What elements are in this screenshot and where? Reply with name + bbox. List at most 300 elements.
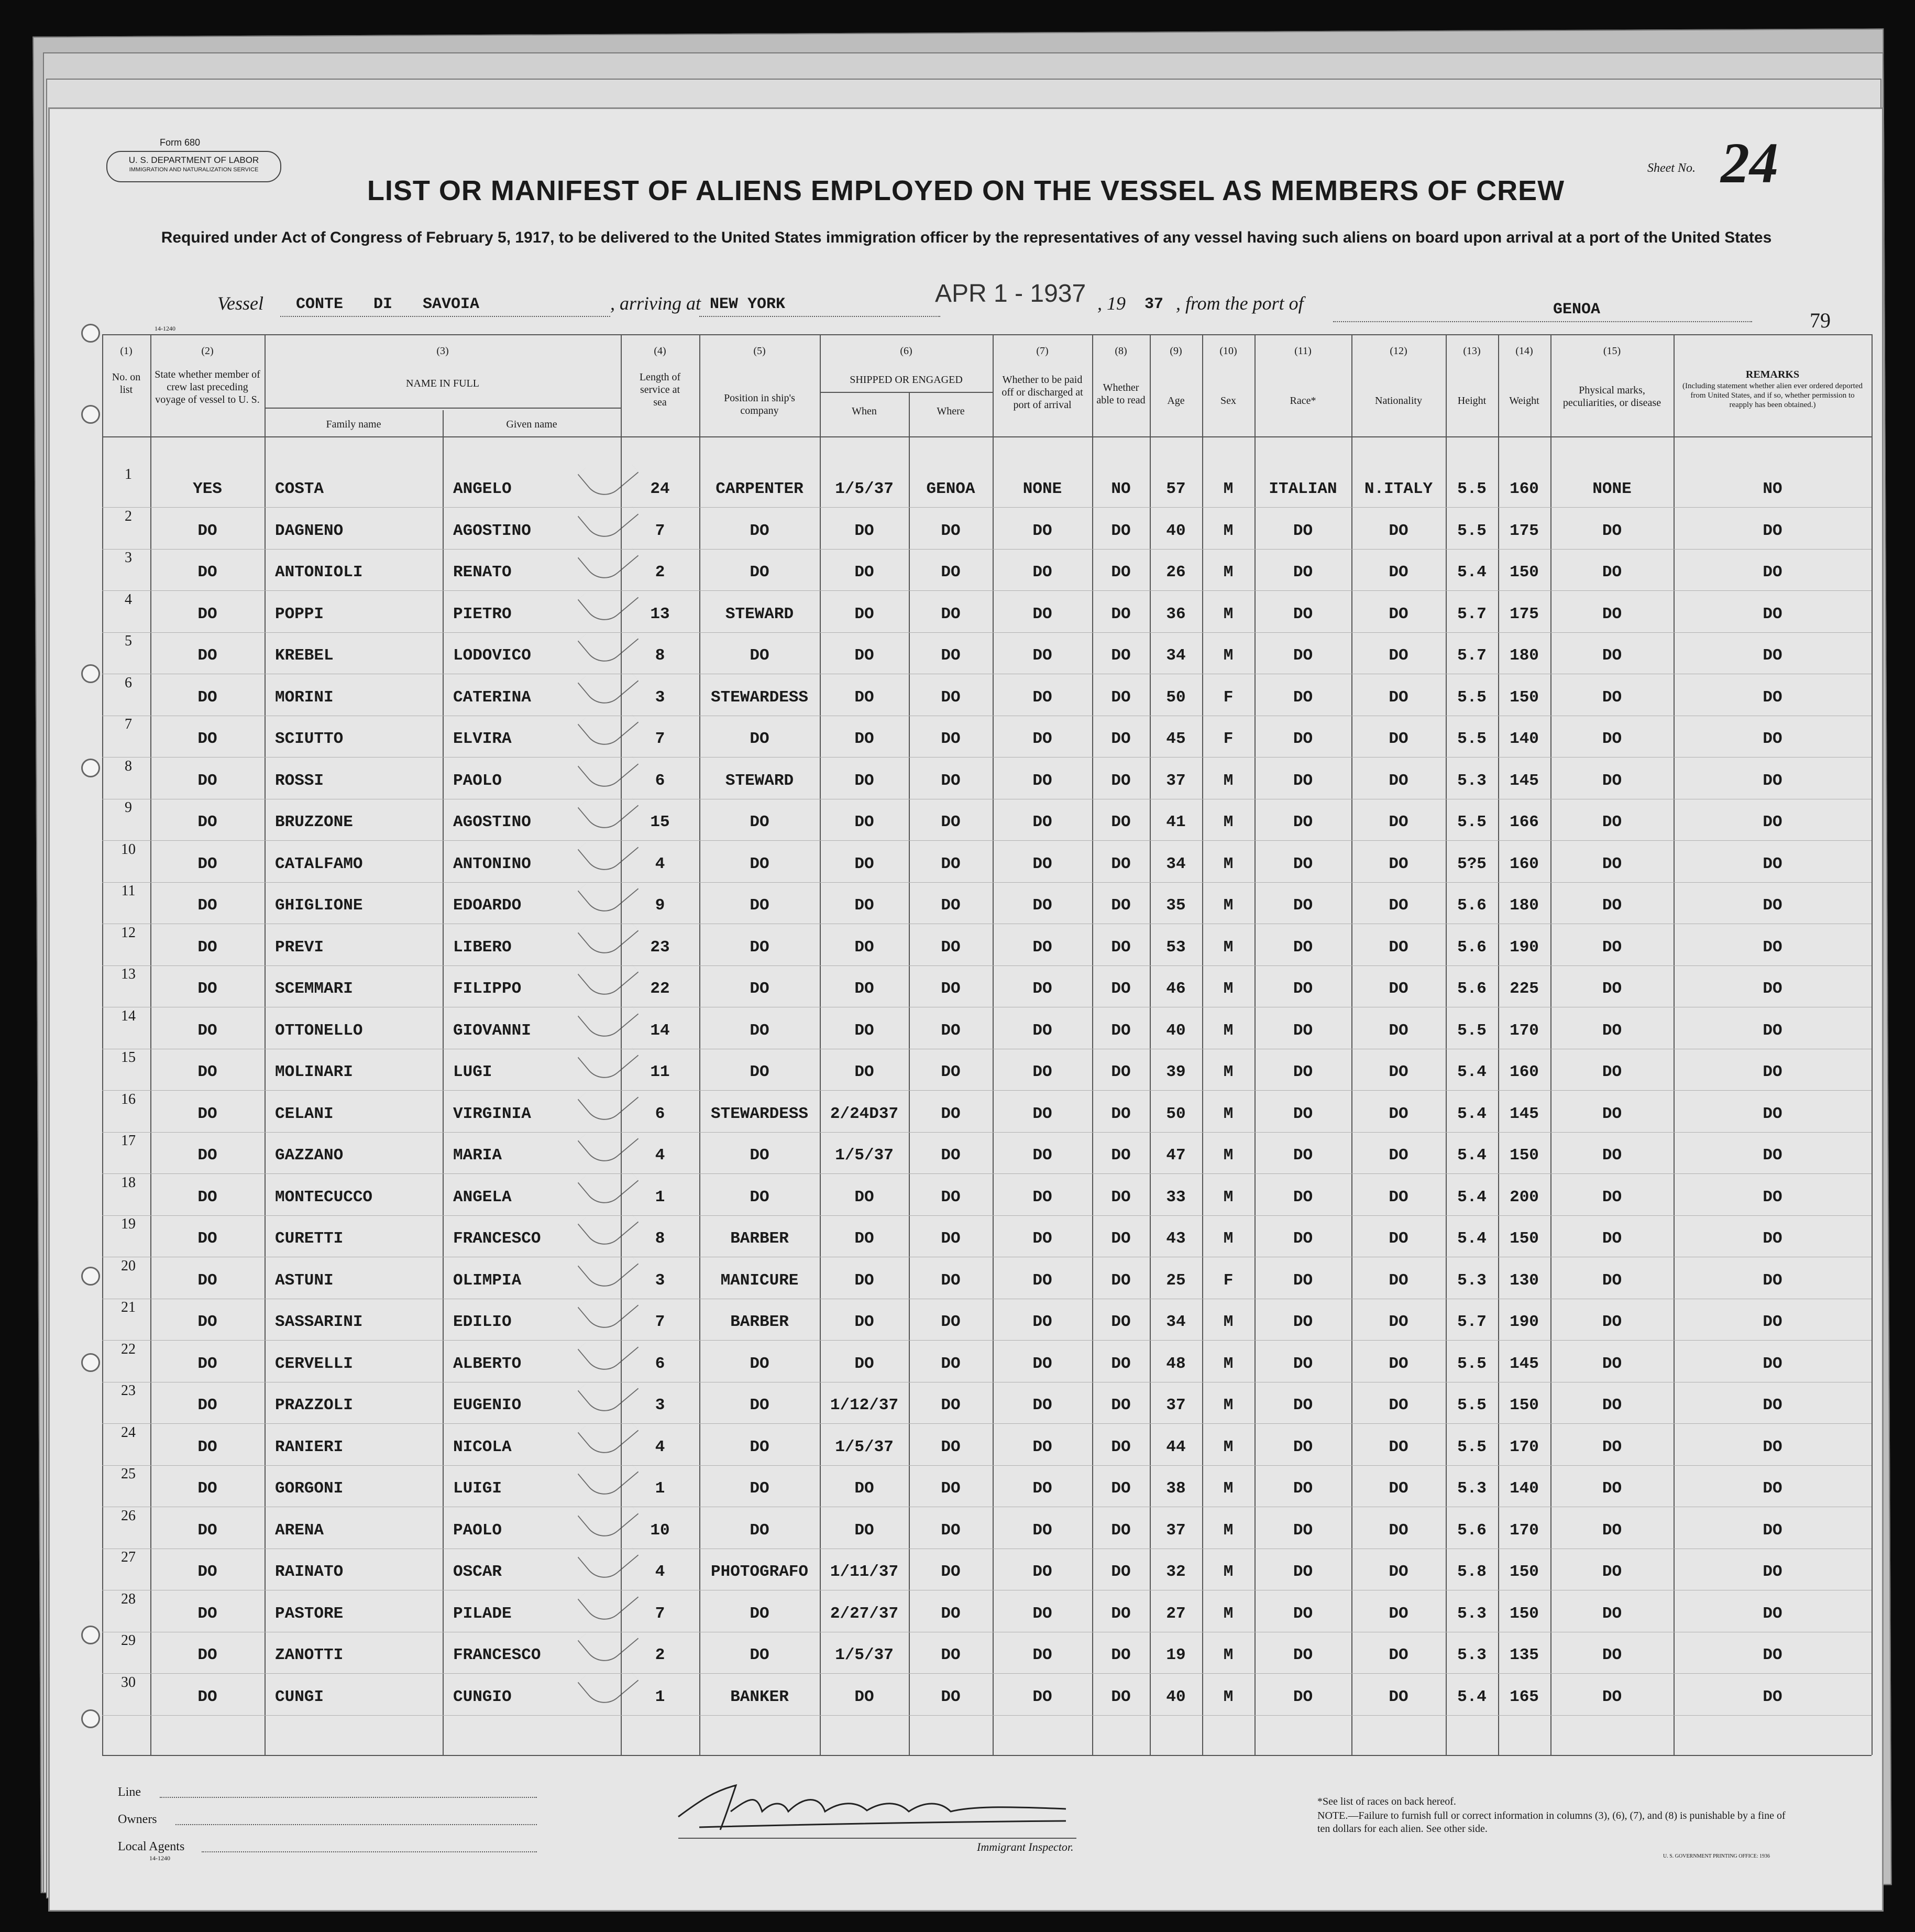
- family-name-header: Family name: [326, 419, 381, 430]
- col-8-label: Whether able to read: [1096, 382, 1146, 406]
- race-cell: DO: [1293, 813, 1313, 831]
- physical-marks-cell: DO: [1602, 1313, 1622, 1331]
- shipped-when-cell: DO: [854, 1021, 874, 1040]
- row-number: 17: [121, 1133, 136, 1149]
- shipped-when-cell: DO: [854, 1230, 874, 1248]
- shipped-when-cell: DO: [854, 980, 874, 998]
- col-4-label: Length of service at sea: [639, 371, 681, 408]
- able-to-read-cell: DO: [1111, 771, 1131, 790]
- shipped-when-cell: DO: [854, 813, 874, 831]
- remarks-cell: DO: [1763, 1437, 1782, 1456]
- col-line: [102, 334, 103, 1755]
- row-divider: [102, 1132, 1872, 1133]
- weight-cell: 166: [1510, 813, 1539, 831]
- col-13-label: Height: [1457, 395, 1487, 407]
- shipped-where-cell: DO: [941, 1354, 961, 1373]
- age-cell: 25: [1166, 1271, 1186, 1290]
- punch-hole: [81, 1353, 100, 1372]
- agents-field: [202, 1851, 537, 1852]
- form-code: 14-1240: [155, 325, 175, 332]
- shipped-when-cell: 2/27/37: [830, 1604, 899, 1623]
- able-to-read-cell: DO: [1111, 1479, 1131, 1498]
- sex-cell: F: [1223, 730, 1234, 748]
- given-name-cell: ANTONINO: [453, 854, 531, 873]
- shipped-when-cell: DO: [854, 1687, 874, 1706]
- age-cell: 40: [1166, 1021, 1186, 1040]
- able-to-read-cell: DO: [1111, 1271, 1131, 1290]
- shipped-when-cell: DO: [854, 1354, 874, 1373]
- row-number: 9: [125, 799, 132, 816]
- sex-cell: M: [1223, 480, 1234, 498]
- col-line: [1550, 334, 1551, 1755]
- nationality-cell: DO: [1389, 1646, 1408, 1664]
- col-line: [265, 334, 266, 1755]
- race-cell: DO: [1293, 563, 1313, 581]
- able-to-read-cell: DO: [1111, 1188, 1131, 1206]
- nationality-cell: DO: [1389, 1521, 1408, 1540]
- row-number: 20: [121, 1257, 136, 1274]
- shipped-where-cell: DO: [941, 1271, 961, 1290]
- paid-off-cell: DO: [1032, 730, 1052, 748]
- shipped-where-cell: DO: [941, 1646, 961, 1664]
- age-cell: 32: [1166, 1563, 1186, 1581]
- row-number: 11: [121, 883, 136, 899]
- height-cell: 5?5: [1457, 854, 1487, 873]
- remarks-cell: DO: [1763, 1604, 1782, 1623]
- remarks-cell: DO: [1763, 563, 1782, 581]
- owners-field: [175, 1824, 537, 1825]
- position-cell: BARBER: [730, 1230, 789, 1248]
- weight-cell: 150: [1510, 1563, 1539, 1581]
- family-name-cell: GHIGLIONE: [275, 896, 363, 915]
- row-number: 26: [121, 1507, 136, 1524]
- sex-cell: M: [1223, 1188, 1234, 1206]
- able-to-read-cell: DO: [1111, 896, 1131, 915]
- able-to-read-cell: DO: [1111, 1063, 1131, 1081]
- row-divider: [102, 1090, 1872, 1091]
- given-name-cell: AGOSTINO: [453, 813, 531, 831]
- prev-voyage-cell: DO: [197, 1437, 217, 1456]
- race-cell: DO: [1293, 1521, 1313, 1540]
- col-7-label: Whether to be paid off or discharged at port of arrival: [1001, 374, 1083, 411]
- prev-voyage-cell: DO: [197, 1271, 217, 1290]
- paid-off-cell: DO: [1032, 1021, 1052, 1040]
- row-number: 8: [125, 758, 132, 774]
- prev-voyage-cell: DO: [197, 1230, 217, 1248]
- age-cell: 37: [1166, 1521, 1186, 1540]
- position-cell: DO: [750, 1479, 769, 1498]
- given-name-cell: EDILIO: [453, 1313, 512, 1331]
- inspector-label: Immigrant Inspector.: [977, 1840, 1074, 1853]
- prev-voyage-cell: DO: [197, 896, 217, 915]
- service-length-cell: 4: [655, 1146, 665, 1165]
- shipped-when-cell: 2/24D37: [830, 1104, 899, 1123]
- shipped-when-cell: DO: [854, 563, 874, 581]
- position-cell: DO: [750, 896, 769, 915]
- row-number: 6: [125, 674, 132, 691]
- sex-cell: M: [1223, 521, 1234, 540]
- shipped-when-cell: DO: [854, 771, 874, 790]
- nationality-cell: DO: [1389, 1104, 1408, 1123]
- age-cell: 44: [1166, 1437, 1186, 1456]
- service-length-cell: 3: [655, 1271, 665, 1290]
- height-cell: 5.5: [1457, 480, 1487, 498]
- age-cell: 33: [1166, 1188, 1186, 1206]
- family-name-cell: ROSSI: [275, 771, 324, 790]
- paid-off-cell: DO: [1032, 1479, 1052, 1498]
- shipped-where-cell: DO: [941, 1021, 961, 1040]
- row-number: 3: [125, 550, 132, 566]
- nationality-cell: DO: [1389, 813, 1408, 831]
- nationality-cell: DO: [1389, 563, 1408, 581]
- race-cell: DO: [1293, 605, 1313, 623]
- shipped-where-cell: DO: [941, 1437, 961, 1456]
- punch-hole: [81, 405, 100, 424]
- sex-cell: M: [1223, 1313, 1234, 1331]
- age-cell: 53: [1166, 938, 1186, 957]
- row-number: 25: [121, 1466, 136, 1482]
- position-cell: BANKER: [730, 1687, 789, 1706]
- paid-off-cell: DO: [1032, 1646, 1052, 1664]
- paid-off-cell: DO: [1032, 1563, 1052, 1581]
- service-length-cell: 11: [650, 1063, 670, 1081]
- age-cell: 34: [1166, 854, 1186, 873]
- given-name-cell: CATERINA: [453, 688, 531, 707]
- given-name-cell: AGOSTINO: [453, 521, 531, 540]
- punch-hole: [81, 1709, 100, 1728]
- paid-off-cell: DO: [1032, 1354, 1052, 1373]
- row-divider: [102, 632, 1872, 633]
- weight-cell: 160: [1510, 854, 1539, 873]
- when-header: When: [852, 405, 877, 417]
- family-name-cell: PREVI: [275, 938, 324, 957]
- from-port: GENOA: [1553, 301, 1601, 319]
- given-name-cell: OSCAR: [453, 1563, 502, 1581]
- paid-off-cell: DO: [1032, 1313, 1052, 1331]
- race-cell: DO: [1293, 1104, 1313, 1123]
- col-line: [1202, 334, 1203, 1755]
- shipped-when-cell: DO: [854, 1479, 874, 1498]
- col-11-label: Race*: [1290, 395, 1316, 407]
- remarks-cell: DO: [1763, 896, 1782, 915]
- given-name-cell: ALBERTO: [453, 1354, 522, 1373]
- given-name-cell: ELVIRA: [453, 730, 512, 748]
- nationality-cell: DO: [1389, 1021, 1408, 1040]
- row-number: 18: [121, 1174, 136, 1191]
- remarks-cell: DO: [1763, 521, 1782, 540]
- position-cell: DO: [750, 938, 769, 957]
- service-length-cell: 1: [655, 1188, 665, 1206]
- col-14-number: (14): [1515, 345, 1533, 357]
- sex-cell: F: [1223, 688, 1234, 707]
- physical-marks-cell: DO: [1602, 563, 1622, 581]
- sex-cell: M: [1223, 1063, 1234, 1081]
- position-cell: DO: [750, 563, 769, 581]
- agents-label: Local Agents: [118, 1840, 185, 1853]
- age-cell: 50: [1166, 688, 1186, 707]
- shipped-when-cell: DO: [854, 688, 874, 707]
- paid-off-cell: DO: [1032, 1146, 1052, 1165]
- race-cell: DO: [1293, 1604, 1313, 1623]
- weight-cell: 150: [1510, 1146, 1539, 1165]
- remarks-cell: DO: [1763, 771, 1782, 790]
- nationality-cell: DO: [1389, 938, 1408, 957]
- col-10-label: Sex: [1220, 395, 1236, 407]
- given-name-cell: CUNGIO: [453, 1687, 512, 1706]
- race-cell: DO: [1293, 1021, 1313, 1040]
- family-name-cell: SCIUTTO: [275, 730, 344, 748]
- age-cell: 37: [1166, 771, 1186, 790]
- paid-off-cell: DO: [1032, 1521, 1052, 1540]
- paid-off-cell: DO: [1032, 563, 1052, 581]
- prev-voyage-cell: DO: [197, 1687, 217, 1706]
- shipped-when-cell: DO: [854, 1271, 874, 1290]
- able-to-read-cell: DO: [1111, 1104, 1131, 1123]
- sex-cell: F: [1223, 1271, 1234, 1290]
- service-length-cell: 10: [650, 1521, 670, 1540]
- row-divider: [102, 1465, 1872, 1466]
- row-number: 22: [121, 1341, 136, 1357]
- remarks-cell: DO: [1763, 938, 1782, 957]
- race-cell: DO: [1293, 1271, 1313, 1290]
- age-cell: 45: [1166, 730, 1186, 748]
- vessel-label: Vessel: [217, 293, 263, 314]
- shipped-when-cell: DO: [854, 730, 874, 748]
- service-length-cell: 1: [655, 1687, 665, 1706]
- given-name-cell: FRANCESCO: [453, 1230, 541, 1248]
- nationality-cell: DO: [1389, 730, 1408, 748]
- family-name-cell: ASTUNI: [275, 1271, 334, 1290]
- weight-cell: 150: [1510, 563, 1539, 581]
- sheet-number-label: Sheet No.: [1647, 161, 1696, 175]
- col-line: [1254, 334, 1256, 1755]
- family-name-cell: DAGNENO: [275, 521, 344, 540]
- weight-cell: 150: [1510, 1396, 1539, 1414]
- weight-cell: 170: [1510, 1521, 1539, 1540]
- physical-marks-cell: DO: [1602, 1188, 1622, 1206]
- vessel-name: CONTE DI SAVOIA: [296, 295, 480, 313]
- service-length-cell: 8: [655, 646, 665, 665]
- row-divider: [102, 1423, 1872, 1424]
- race-cell: DO: [1293, 938, 1313, 957]
- age-cell: 50: [1166, 1104, 1186, 1123]
- arriving-port: NEW YORK: [710, 295, 786, 313]
- age-cell: 34: [1166, 1313, 1186, 1331]
- col-line: [150, 334, 151, 1755]
- physical-marks-cell: DO: [1602, 813, 1622, 831]
- shipped-where-cell: DO: [941, 1063, 961, 1081]
- prev-voyage-cell: DO: [197, 1188, 217, 1206]
- position-cell: MANICURE: [720, 1271, 799, 1290]
- sex-cell: M: [1223, 896, 1234, 915]
- shipped-where-cell: DO: [941, 1188, 961, 1206]
- prev-voyage-cell: DO: [197, 1146, 217, 1165]
- height-cell: 5.3: [1457, 1479, 1487, 1498]
- family-name-cell: POPPI: [275, 605, 324, 623]
- shipped-when-cell: DO: [854, 938, 874, 957]
- shipped-where-cell: DO: [941, 813, 961, 831]
- physical-marks-cell: DO: [1602, 521, 1622, 540]
- service-length-cell: 13: [650, 605, 670, 623]
- row-number: 2: [125, 508, 132, 524]
- race-cell: DO: [1293, 730, 1313, 748]
- height-cell: 5.6: [1457, 938, 1487, 957]
- given-name-cell: ANGELO: [453, 480, 512, 498]
- given-name-cell: FILIPPO: [453, 980, 522, 998]
- height-cell: 5.7: [1457, 605, 1487, 623]
- able-to-read-cell: DO: [1111, 1437, 1131, 1456]
- owners-label: Owners: [118, 1813, 157, 1826]
- physical-marks-cell: DO: [1602, 1437, 1622, 1456]
- weight-cell: 145: [1510, 1354, 1539, 1373]
- sex-cell: M: [1223, 646, 1234, 665]
- col-line: [1092, 334, 1093, 1755]
- remarks-cell: DO: [1763, 1188, 1782, 1206]
- family-name-cell: CELANI: [275, 1104, 334, 1123]
- prev-voyage-cell: DO: [197, 1313, 217, 1331]
- weight-cell: 135: [1510, 1646, 1539, 1664]
- sex-cell: M: [1223, 1396, 1234, 1414]
- able-to-read-cell: DO: [1111, 854, 1131, 873]
- footer-code: 14-1240: [149, 1854, 170, 1862]
- col-line: [1150, 334, 1151, 1755]
- shipped-when-cell: 1/5/37: [835, 1146, 894, 1165]
- paid-off-cell: DO: [1032, 1230, 1052, 1248]
- service-length-cell: 23: [650, 938, 670, 957]
- physical-marks-cell: DO: [1602, 854, 1622, 873]
- able-to-read-cell: DO: [1111, 1687, 1131, 1706]
- weight-cell: 175: [1510, 605, 1539, 623]
- physical-marks-cell: DO: [1602, 1563, 1622, 1581]
- weight-cell: 170: [1510, 1021, 1539, 1040]
- race-cell: DO: [1293, 1687, 1313, 1706]
- prev-voyage-cell: DO: [197, 1104, 217, 1123]
- given-name-cell: NICOLA: [453, 1437, 512, 1456]
- race-cell: DO: [1293, 1437, 1313, 1456]
- height-cell: 5.3: [1457, 1271, 1487, 1290]
- nationality-cell: DO: [1389, 1063, 1408, 1081]
- col-10-number: (10): [1219, 345, 1237, 357]
- service-length-cell: 6: [655, 1354, 665, 1373]
- sex-cell: M: [1223, 1437, 1234, 1456]
- physical-marks-cell: DO: [1602, 688, 1622, 707]
- col-line: [820, 334, 821, 1755]
- prev-voyage-cell: DO: [197, 1063, 217, 1081]
- family-name-cell: RAINATO: [275, 1563, 344, 1581]
- paid-off-cell: DO: [1032, 938, 1052, 957]
- shipped-subheader-line: [820, 392, 993, 393]
- shipped-when-cell: DO: [854, 1313, 874, 1331]
- remarks-cell: DO: [1763, 646, 1782, 665]
- service-length-cell: 9: [655, 896, 665, 915]
- nationality-cell: DO: [1389, 605, 1408, 623]
- nationality-cell: DO: [1389, 771, 1408, 790]
- col-line: [1351, 334, 1352, 1755]
- paid-off-cell: DO: [1032, 688, 1052, 707]
- remarks-cell: DO: [1763, 1021, 1782, 1040]
- service-length-cell: 3: [655, 1396, 665, 1414]
- row-number: 23: [121, 1382, 136, 1399]
- vessel-line: [280, 316, 610, 317]
- position-cell: STEWARDESS: [710, 1104, 809, 1123]
- shipped-when-cell: DO: [854, 646, 874, 665]
- weight-cell: 150: [1510, 1230, 1539, 1248]
- col-9-label: Age: [1167, 395, 1185, 407]
- punch-hole: [81, 1267, 100, 1286]
- physical-marks-cell: DO: [1602, 646, 1622, 665]
- remarks-cell: DO: [1763, 1146, 1782, 1165]
- race-cell: DO: [1293, 1354, 1313, 1373]
- remarks-cell: DO: [1763, 1063, 1782, 1081]
- col-1-number: (1): [120, 345, 133, 357]
- nationality-cell: DO: [1389, 1271, 1408, 1290]
- remarks-cell: DO: [1763, 1646, 1782, 1664]
- nationality-cell: DO: [1389, 1396, 1408, 1414]
- nationality-cell: DO: [1389, 521, 1408, 540]
- shipped-where-cell: DO: [941, 688, 961, 707]
- paid-off-cell: DO: [1032, 521, 1052, 540]
- age-cell: 40: [1166, 1687, 1186, 1706]
- row-divider: [102, 882, 1872, 883]
- paid-off-cell: DO: [1032, 605, 1052, 623]
- nationality-cell: DO: [1389, 688, 1408, 707]
- col-4-number: (4): [654, 345, 666, 357]
- row-divider: [102, 1340, 1872, 1341]
- position-cell: STEWARDESS: [710, 688, 809, 707]
- service-length-cell: 7: [655, 1313, 665, 1331]
- family-name-cell: COSTA: [275, 480, 324, 498]
- shipped-when-cell: DO: [854, 1188, 874, 1206]
- col-5-label: Position in ship's company: [724, 392, 795, 416]
- weight-cell: 190: [1510, 1313, 1539, 1331]
- age-cell: 34: [1166, 646, 1186, 665]
- given-name-cell: MARIA: [453, 1146, 502, 1165]
- weight-cell: 180: [1510, 896, 1539, 915]
- height-cell: 5.3: [1457, 1646, 1487, 1664]
- family-name-cell: CATALFAMO: [275, 854, 363, 873]
- nationality-cell: DO: [1389, 1437, 1408, 1456]
- height-cell: 5.5: [1457, 730, 1487, 748]
- service-length-cell: 14: [650, 1021, 670, 1040]
- col-line: [699, 334, 700, 1755]
- weight-cell: 225: [1510, 980, 1539, 998]
- prev-voyage-cell: DO: [197, 938, 217, 957]
- note-text: —Failure to furnish full or correct information in columns (3), (6), (7), and (8) is punishable by a fine of ten dollars for each alien. See other side.: [1317, 1810, 1786, 1835]
- punch-hole: [81, 759, 100, 777]
- prev-voyage-cell: DO: [197, 646, 217, 665]
- col-6-number: (6): [900, 345, 912, 357]
- shipped-where-cell: DO: [941, 1396, 961, 1414]
- height-cell: 5.4: [1457, 563, 1487, 581]
- remarks-cell: DO: [1763, 1104, 1782, 1123]
- family-name-cell: CERVELLI: [275, 1354, 353, 1373]
- weight-cell: 170: [1510, 1437, 1539, 1456]
- height-cell: 5.5: [1457, 521, 1487, 540]
- family-name-cell: ZANOTTI: [275, 1646, 344, 1664]
- year-label: , 19: [1097, 293, 1126, 314]
- prev-voyage-cell: DO: [197, 563, 217, 581]
- remarks-cell: DO: [1763, 854, 1782, 873]
- service-length-cell: 7: [655, 521, 665, 540]
- remarks-header: REMARKS: [1745, 369, 1800, 380]
- height-cell: 5.5: [1457, 1354, 1487, 1373]
- page-number: 79: [1810, 309, 1831, 332]
- height-cell: 5.4: [1457, 1687, 1487, 1706]
- row-number: 19: [121, 1216, 136, 1232]
- position-cell: DO: [750, 1146, 769, 1165]
- inspector-signature: [668, 1780, 1087, 1838]
- remarks-cell: DO: [1763, 1521, 1782, 1540]
